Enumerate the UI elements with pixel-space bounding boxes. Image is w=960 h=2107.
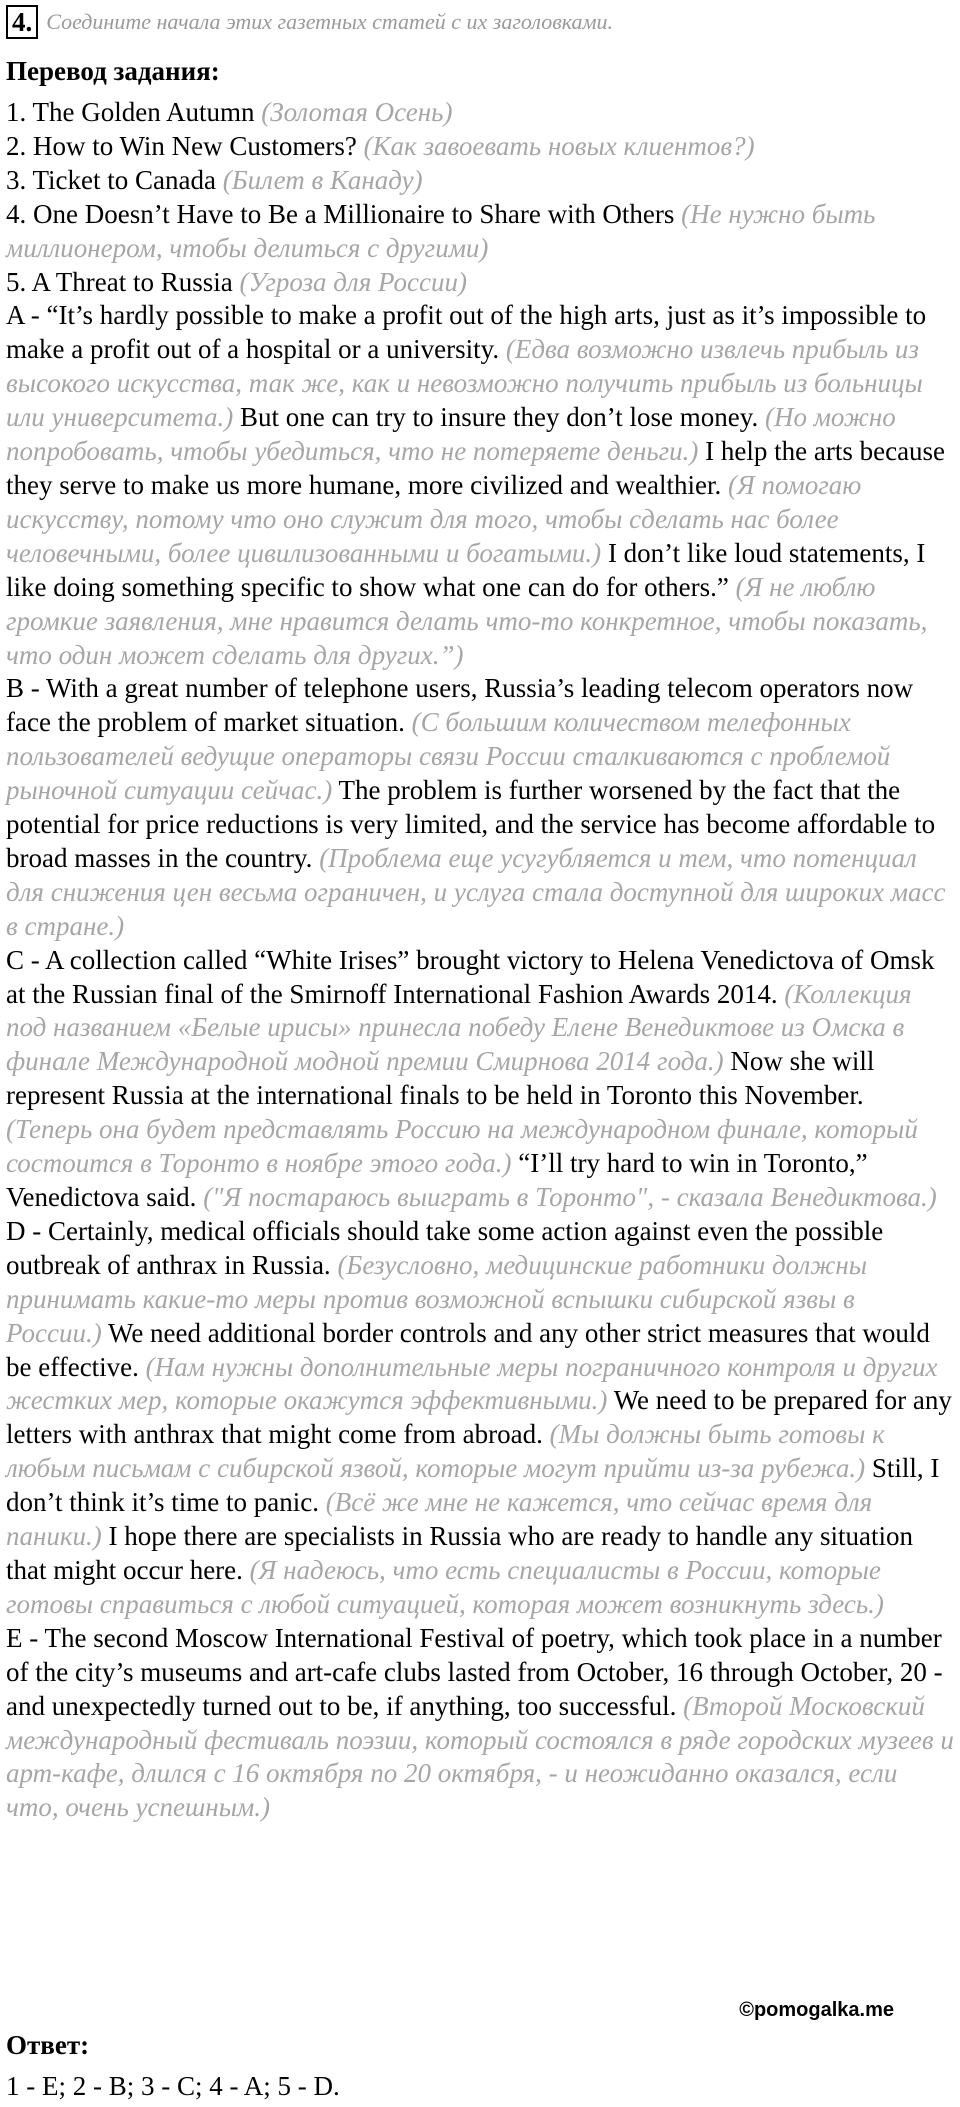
title-1: 1. The Golden Autumn (Золотая Осень): [6, 97, 453, 127]
title-3: 3. Ticket to Canada (Билет в Канаду): [6, 164, 423, 195]
answer-text: 1 - E; 2 - B; 3 - C; 4 - A; 5 - D.: [6, 2071, 340, 2101]
task-number: 4.: [6, 5, 38, 39]
translation-heading: Перевод задания:: [6, 56, 220, 86]
title-2: 2. How to Win New Customers? (Как завоевать новых клиентов?): [6, 130, 755, 161]
document-body: [6, 96, 954, 1825]
article-d: D - Certainly, medical officials should take some action against even the possible outbreak of anthrax in Russia. (Безусловно, медицинские работники должны принимать какие-то меры против возможной вспышки сибирской язвы в России.) We need additional border controls and any other strict measures that would be effective. (Нам нужны дополнительные меры пограничного контроля и других жестких мер, которые окажутся эффективными.) We need to be prepared for any letters with anthrax that might come from abroad. (Мы должны быть готовы к любым письмам с сибирской язвой, которые могут прийти из-за рубежа.) Still, I don’t think it’s time to panic. (Всё же мне не кажется, что сейчас время для паники.) I hope there are specialists in Russia who are ready to handle any situation that might occur here. (Я надеюсь, что есть специалисты в России, которые готовы справиться с любой ситуацией, которая может возникнуть здесь.): [6, 1215, 952, 1619]
article-a: A - “It’s hardly possible to make a profit out of the high arts, just as it’s impossible to make a profit out of a hospital or a university. (Едва возможно извлечь прибыль из высокого искусства, так же, как и невозможно получить прибыль из больницы или университета.) But one can try to insure they don’t lose money. (Но можно попробовать, чтобы убедиться, что не потеряете деньги.) I help the arts because they serve to make us more humane, more civilized and wealthier. (Я помогаю искусству, потому что оно служит для того, чтобы сделать нас более человечными, более цивилизованными и богатыми.) I don’t like loud statements, I like doing something specific to show what one can do for others.” (Я не люблю громкие заявления, мне нравится делать что-то конкретное, чтобы показать, что один может сделать для других.”): [6, 300, 946, 670]
copyright-watermark: ©pomogalka.me: [739, 1999, 894, 2021]
task-header: [6, 4, 954, 40]
article-e: E - The second Moscow International Festival of poetry, which took place in a number of the city’s museums and art-cafe clubs lasted from October, 16 through October, 20 - and unexpectedly turned out to be, if anything, too successful. (Второй Московский международный фестиваль поэзии, который состоялся в ряде городских музеев и арт-кафе, длился с 16 октября по 20 октября, - и неожиданно оказался, если что, очень успешным.): [6, 1622, 954, 1823]
article-b: B - With a great number of telephone users, Russia’s leading telecom operators now face the problem of market situation. (С большим количеством телефонных пользователей ведущие операторы связи России сталкиваются с проблемой рыночной ситуации сейчас.) The problem is further worsened by the fact that the potential for price reductions is very limited, and the service has become affordable to broad masses in the country. (Проблема еще усугубляется и тем, что потенциал для снижения цен весьма ограничен, и услуга стала доступной для широких масс в стране.): [6, 673, 946, 941]
title-4: 4. One Doesn’t Have to Be a Millionaire to Share with Others (Не нужно быть миллионером, чтобы делиться с другими): [6, 198, 876, 263]
answer-heading: Ответ:: [6, 2030, 90, 2060]
task-instruction: Соедините начала этих газетных статей с их заголовками.: [46, 9, 614, 34]
article-c: C - A collection called “White Irises” brought victory to Helena Venedictova of Omsk at the Russian final of the Smirnoff International Fashion Awards 2014. (Коллекция под названием «Белые ирисы» принесла победу Елене Венедиктове из Омска в финале Международной модной премии Смирнова 2014 года.) Now she will represent Russia at the international finals to be held in Toronto this November. (Теперь она будет представлять Россию на международном финале, который состоится в Торонто в ноябре этого года.) “I’ll try hard to win in Toronto,” Venedictova said. ("Я постараюсь выиграть в Торонто", - сказала Венедиктова.): [6, 944, 937, 1212]
title-5: 5. A Threat to Russia (Угроза для России): [6, 266, 467, 297]
